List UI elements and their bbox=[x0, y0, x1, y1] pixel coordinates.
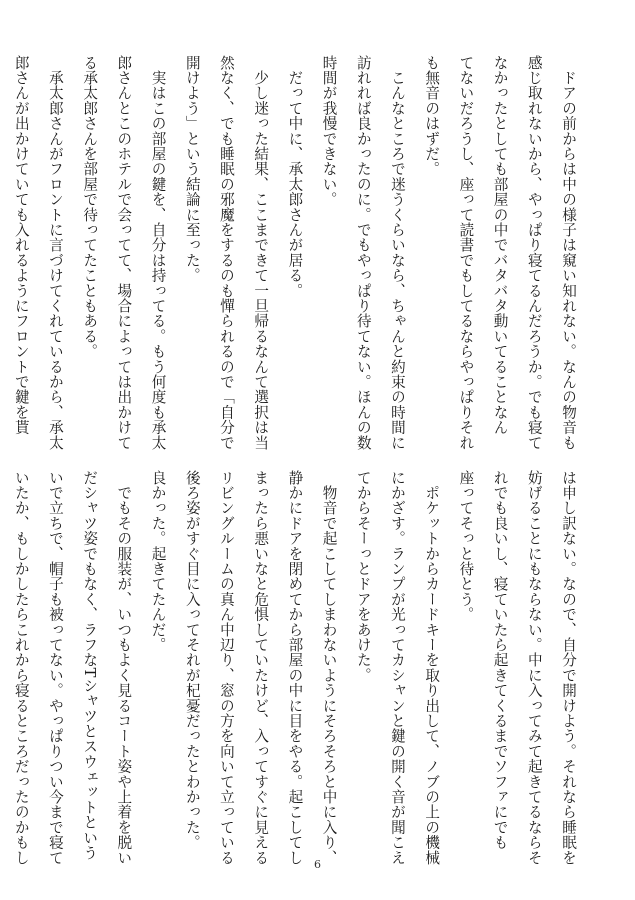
text-line: 感じ取れないから、やっぱり寝てるんだろうか。でも寝て bbox=[525, 55, 543, 451]
text-line: にかざす。ランプが光ってカシャンと鍵の開く音が聞こえ bbox=[388, 470, 406, 866]
text-line: 承太郎さんがフロントに言づけてくれているから、承太 bbox=[46, 55, 64, 451]
page-number: 6 bbox=[314, 858, 321, 871]
text-line: ドアの前からは中の様子は窺い知れない。なんの物音も bbox=[560, 55, 577, 451]
text-line: る承太郎さんを部屋で待ってたこともある。 bbox=[81, 55, 99, 359]
text-line: れでも良いし、寝ていたら起きてくるまでソファにでも bbox=[491, 470, 509, 850]
text-line: ポケットからカードキーを取り出して、ノブの上の機械 bbox=[423, 470, 441, 866]
text-line: こんなところで迷うくらいなら、ちゃんと約束の時間に bbox=[388, 55, 406, 451]
text-line: リビングルームの真ん中辺り、窓の方を向いて立っている bbox=[217, 470, 235, 866]
text-line: 物音で起こしてしまわないようにそろそろと中に入り、 bbox=[320, 470, 338, 866]
text-line: 座ってそっと待とう。 bbox=[457, 470, 475, 622]
text-line: 時間が我慢できない。 bbox=[320, 55, 338, 207]
text-line: は申し訳ない。なので、自分で開けよう。それなら睡眠を bbox=[560, 470, 577, 866]
text-line: 静かにドアを閉めてから部屋の中に目をやる。起こしてし bbox=[286, 470, 304, 866]
text-line: だって中に、承太郎さんが居る。 bbox=[286, 55, 304, 299]
text-line: 後ろ姿がすぐ目に入ってそれが杞憂だったとわかった。 bbox=[183, 470, 201, 850]
text-line: 妨げることにもならない。中に入ってみて起きてるならそ bbox=[525, 470, 543, 866]
text-line: なかったとしても部屋の中でバタバタ動いてることなん bbox=[491, 55, 509, 435]
text-line: 開けよう」という結論に至った。 bbox=[183, 55, 201, 283]
text-line: 実はこの部屋の鍵を、自分は持ってる。もう何度も承太 bbox=[149, 55, 167, 451]
text-line: 郎さんが出かけていても入れるようにフロントで鍵を貰 bbox=[12, 55, 30, 435]
text-line: 郎さんとこのホテルで会ってて、場合によっては出かけて bbox=[115, 55, 133, 451]
text-line: てないだろうし、座って読書でもしてるならやっぱりそれ bbox=[457, 55, 475, 451]
text-line: 然なく、でも睡眠の邪魔をするのも憚られるので「自分で bbox=[217, 55, 235, 451]
text-line: まったら悪いなと危惧していたけど、入ってすぐに見える bbox=[252, 470, 270, 866]
text-line: いたか、もしかしたらこれから寝るところだったのかもし bbox=[12, 470, 30, 866]
text-line bbox=[0, 55, 4, 465]
text-line: 訪れれば良かったのに。でもやっぱり待てない。ほんの数 bbox=[354, 55, 372, 451]
text-line: も無音のはずだ。 bbox=[423, 55, 441, 177]
text-line: いで立ちで、帽子も被ってない。やっぱりつい今まで寝て bbox=[46, 470, 64, 866]
text-line: てからそーっとドアをあけた。 bbox=[354, 470, 372, 683]
lower-text-block bbox=[12, 470, 585, 866]
text-line: 良かった。起きてたんだ。 bbox=[149, 470, 167, 653]
upper-text-block bbox=[12, 55, 585, 465]
text-line: 少し迷った結果、ここまできて一旦帰るなんて選択は当 bbox=[252, 55, 270, 451]
text-line: でもその服装が、いつもよく見るコート姿や上着を脱い bbox=[115, 470, 133, 866]
text-line: だシャツ姿でもなく、ラフなTシャツとスウェットという bbox=[81, 470, 99, 861]
